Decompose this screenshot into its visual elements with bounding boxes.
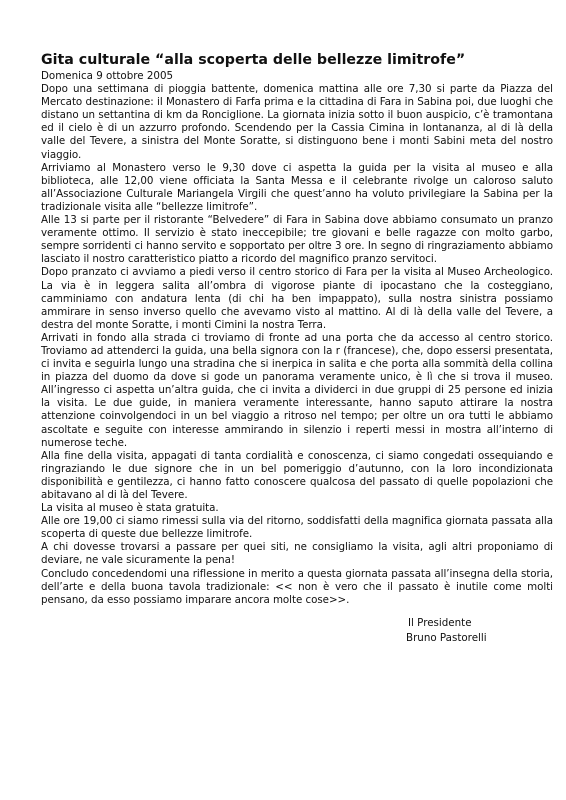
signature-block (406, 616, 487, 645)
document-title: Gita culturale “alla scoperta delle bellezze limitrofe” (41, 52, 466, 68)
paragraph-recommendation: A chi dovesse trovarsi a passare per quei siti, ne consigliamo la visita, agli altri proponiamo di deviare, ne vale sicuramente la pena! (41, 541, 553, 567)
paragraph-free-entry: La visita al museo è stata gratuita. (41, 502, 219, 515)
document-date: Domenica 9 ottobre 2005 (41, 70, 174, 82)
paragraph-walk: Dopo pranzato ci avviamo a piedi verso il centro storico di Fara per la visita al Museo Archeologico. La via è in leggera salita all’ombra di vigorose piante di ipocastano che la costeggiano, camminiamo con andatura lenta (di chi ha ben impappato), sulla nostra sinistra possiamo ammirare in senso inverso quello che avevamo visto al mattino. Al di là della valle del Tevere, a destra del monte Soratte, i monti Cimini la nostra Terra. (41, 266, 553, 331)
paragraph-museum-visit: Arrivati in fondo alla strada ci troviamo di fronte ad una porta che da accesso al centro storico. Troviamo ad attenderci la guida, una bella signora con la r (francese), che, dopo essersi presentata, ci invita e seguirla lungo una stradina che si inerpica in salita e che porta alla sommità della collina in piazza del duomo da dove si gode un panorama veramente unico, è lì che si trova il museo. All’ingresso ci aspetta un’altra guida, che ci invita a dividerci in due gruppi di 25 persone ed inizia la visita. Le due guide, in maniera veramente interessante, hanno saputo attirare la nostra attenzione coinvolgendoci in un bel viaggio a ritroso nel tempo; per oltre un ora tutti le abbiamo ascoltate e seguite con interesse ammirando in silenzio i reperti messi in mostra all’interno di numerose teche. (41, 331, 553, 449)
paragraph-return: Alle ore 19,00 ci siamo rimessi sulla via del ritorno, soddisfatti della magnifica giornata passata alla scoperta di queste due bellezze limitrofe. (41, 515, 553, 541)
signature-name: Bruno Pastorelli (406, 631, 487, 644)
document-page (41, 52, 553, 607)
paragraph-conclusion: Concludo concedendomi una riflessione in merito a questa giornata passata all’insegna della storia, dell’arte e della buona tavola tradizionale: << non è vero che il passato è inutile come molti pensano, da esso possiamo imparare ancora molte cose>>. (41, 567, 553, 606)
paragraph-departure: Dopo una settimana di pioggia battente, domenica mattina alle ore 7,30 si parte da Piazza del Mercato destinazione: il Monastero di Farfa prima e la cittadina di Fara in Sabina poi, due luoghi che distano un settantina di km da Ronciglione. La giornata inizia sotto il buon auspicio, c’è tramontana ed il cielo è di un azzurro profondo. Scendendo per la Cassia Cimina in lontananza, al di là della valle del Tevere, a sinistra del Monte Soratte, si distinguono bene i monti Sabini meta del nostro viaggio. (41, 83, 553, 161)
paragraph-farewell: Alla fine della visita, appagati di tanta cordialità e conoscenza, ci siamo congedati ossequiando e ringraziando le due signore che in un bel pomeriggio d’autunno, con la loro incondizionata disponibilità e gentilezza, ci hanno fatto conoscere qualcosa del passato di quelle popolazioni che abitavano al di là del Tevere. (41, 449, 553, 501)
paragraph-monastery: Arriviamo al Monastero verso le 9,30 dove ci aspetta la guida per la visita al museo e alla biblioteca, alle 12,00 viene officiata la Santa Messa e il celebrante rivolge un caloroso saluto all’Associazione Culturale Mariangela Virgili che quest’anno ha voluto privilegiare la Sabina per la tradizionale visita alle “bellezze limitrofe”. (41, 161, 553, 213)
paragraph-restaurant: Alle 13 si parte per il ristorante “Belvedere” di Fara in Sabina dove abbiamo consumato un pranzo veramente ottimo. Il servizio è stato ineccepibile; tre giovani e belle ragazze con molto garbo, sempre sorridenti ci hanno servito e sopportato per oltre 3 ore. In segno di ringraziamento abbiamo lasciato il nostro caratteristico piatto a ricordo del magnifico pranzo servitoci. (41, 214, 553, 266)
signature-role: Il Presidente (408, 617, 472, 629)
